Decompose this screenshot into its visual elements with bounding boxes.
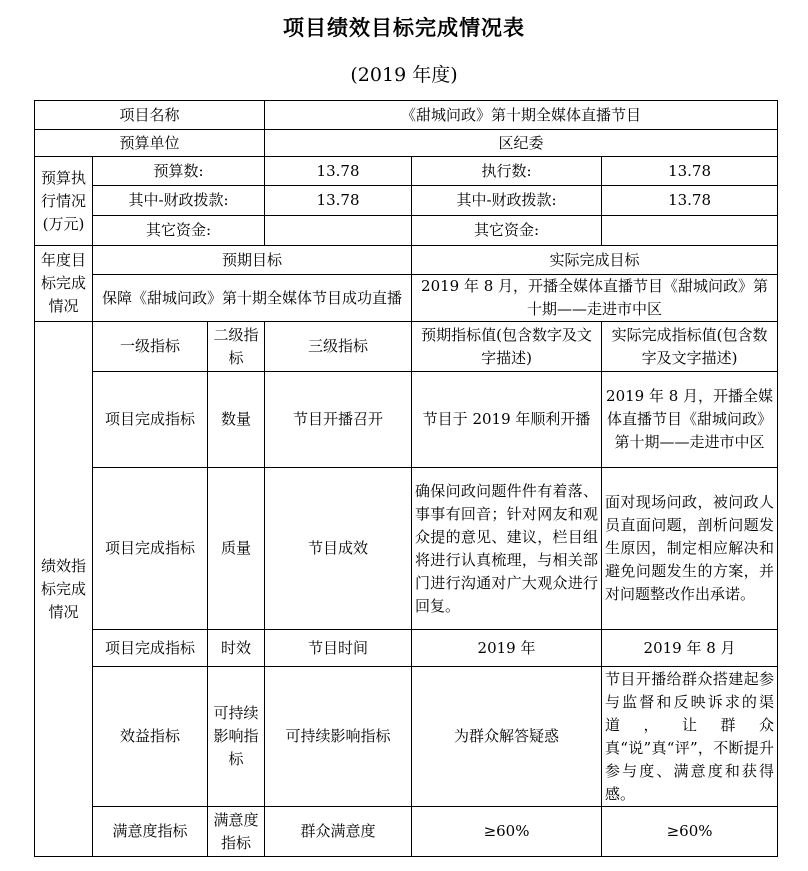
row-level2: 满意度指标 xyxy=(208,807,265,857)
annual-section-label: 年度目标完成情况 xyxy=(35,246,93,322)
other-funds-exec-label: 其它资金: xyxy=(412,216,602,246)
budget-unit-value: 区纪委 xyxy=(265,130,778,157)
other-funds-value xyxy=(265,216,412,246)
expected-goal-text: 保障《甜城问政》第十期全媒体节目成功直播 xyxy=(93,275,412,322)
actual-goal-header: 实际完成目标 xyxy=(412,246,778,275)
document-subtitle: (2019 年度) xyxy=(350,64,458,86)
row-expected: 节目于 2019 年顺利开播 xyxy=(412,372,602,468)
budget-section-label: 预算执行情况(万元) xyxy=(35,157,93,246)
fiscal-budget-label: 其中-财政拨款: xyxy=(93,186,265,216)
row-level3: 节目成效 xyxy=(265,468,412,630)
table-row xyxy=(35,667,778,807)
row-level1: 效益指标 xyxy=(93,667,208,807)
fiscal-executed-value: 13.78 xyxy=(602,186,778,216)
row-expected: 2019 年 xyxy=(412,630,602,667)
row-actual: 节目开播给群众搭建起参与监督和反映诉求的渠道，让群众真“说”真“评”，不断提升参与度、满意度和获得感。 xyxy=(602,667,778,807)
row-level1: 项目完成指标 xyxy=(93,372,208,468)
executed-label: 执行数: xyxy=(412,157,602,186)
row-actual: ≥60% xyxy=(602,807,778,857)
budget-amount-row xyxy=(35,157,778,186)
indicator-header-row xyxy=(35,322,778,372)
row-expected: 确保问政问题件件有着落、事事有回音；针对网友和观众提的意见、建议，栏目组将进行认真梳理，与相关部门进行沟通对广大观众进行回复。 xyxy=(412,468,602,630)
row-level2: 可持续影响指标 xyxy=(208,667,265,807)
annual-goal-row xyxy=(35,275,778,322)
row-level3: 群众满意度 xyxy=(265,807,412,857)
row-level2: 数量 xyxy=(208,372,265,468)
expected-goal-header: 预期目标 xyxy=(93,246,412,275)
document-title: 项目绩效目标完成情况表 xyxy=(283,15,525,40)
row-level3: 节目时间 xyxy=(265,630,412,667)
table-row xyxy=(35,807,778,857)
performance-table xyxy=(34,100,778,857)
table-row xyxy=(35,372,778,468)
perf-section-label: 绩效指标完成情况 xyxy=(35,322,93,857)
other-funds-exec-value xyxy=(602,216,778,246)
project-name-row xyxy=(35,101,778,130)
executed-value: 13.78 xyxy=(602,157,778,186)
fiscal-executed-label: 其中-财政拨款: xyxy=(412,186,602,216)
row-expected: ≥60% xyxy=(412,807,602,857)
table-row xyxy=(35,468,778,630)
annual-goal-header-row xyxy=(35,246,778,275)
header-level3: 三级指标 xyxy=(265,322,412,372)
row-expected: 为群众解答疑惑 xyxy=(412,667,602,807)
project-name-label: 项目名称 xyxy=(35,101,265,130)
row-level2: 时效 xyxy=(208,630,265,667)
header-level2: 二级指标 xyxy=(208,322,265,372)
budget-amount-value: 13.78 xyxy=(265,157,412,186)
row-level3: 节目开播召开 xyxy=(265,372,412,468)
row-level2: 质量 xyxy=(208,468,265,630)
row-actual: 2019 年 8 月，开播全媒体直播节目《甜城问政》第十期——走进市中区 xyxy=(602,372,778,468)
row-level3: 可持续影响指标 xyxy=(265,667,412,807)
actual-goal-text: 2019 年 8 月，开播全媒体直播节目《甜城问政》第十期——走进市中区 xyxy=(412,275,778,322)
row-level1: 项目完成指标 xyxy=(93,468,208,630)
table-row xyxy=(35,630,778,667)
fiscal-row xyxy=(35,186,778,216)
row-level1: 项目完成指标 xyxy=(93,630,208,667)
other-funds-row xyxy=(35,216,778,246)
fiscal-budget-value: 13.78 xyxy=(265,186,412,216)
row-actual: 2019 年 8 月 xyxy=(602,630,778,667)
other-funds-label: 其它资金: xyxy=(93,216,265,246)
budget-unit-label: 预算单位 xyxy=(35,130,265,157)
budget-unit-row xyxy=(35,130,778,157)
header-level1: 一级指标 xyxy=(93,322,208,372)
row-actual: 面对现场问政，被问政人员直面问题，剖析问题发生原因，制定相应解决和避免问题发生的方案，并对问题整改作出承诺。 xyxy=(602,468,778,630)
header-actual-value: 实际完成指标值(包含数字及文字描述) xyxy=(602,322,778,372)
header-expected-value: 预期指标值(包含数字及文字描述) xyxy=(412,322,602,372)
project-name-value: 《甜城问政》第十期全媒体直播节目 xyxy=(265,101,778,130)
row-level1: 满意度指标 xyxy=(93,807,208,857)
budget-amount-label: 预算数: xyxy=(93,157,265,186)
